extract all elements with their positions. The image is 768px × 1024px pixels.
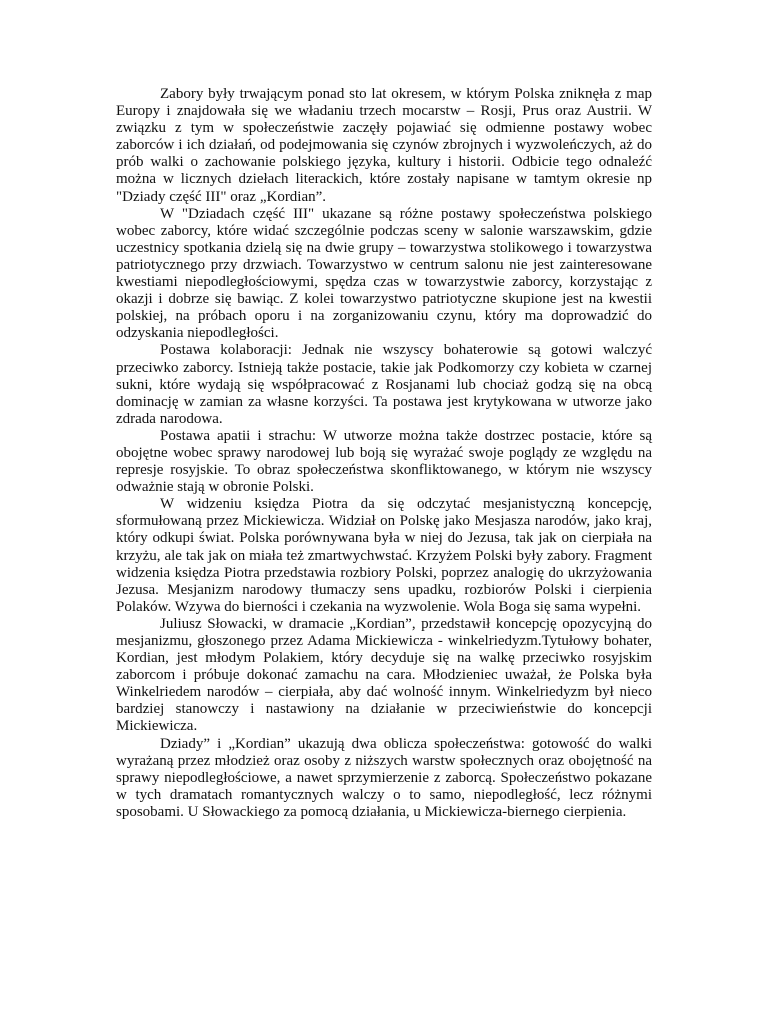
document-page xyxy=(116,86,652,821)
paragraph-conclusion: Dziady” i „Kordian” ukazują dwa oblicza społeczeństwa: gotowość do walki wyrażaną przez młodzież oraz osoby z niższych warstw społecznych oraz obojętność na sprawy niepodległościowe, a nawet sprzymierzenie z zaborcą. Społeczeństwo pokazane w tych dramatach romantycznych walczy o to samo, niepodległość, lecz różnymi sposobami. U Słowackiego za pomocą działania, u Mickiewicza-biernego cierpienia. xyxy=(116,735,652,820)
paragraph-dziady-salon: W "Dziadach część III" ukazane są różne postawy społeczeństwa polskiego wobec zaborcy, które widać szczególnie podczas sceny w salonie warszawskim, gdzie uczestnicy spotkania dzielą się na dwie grupy – towarzystwa stolikowego i towarzystwa patriotycznego przy drzwiach. Towarzystwo w centrum salonu nie jest zainteresowane kwestiami niepodległościowymi, spędza czas w towarzystwie zaborcy, korzystając z okazji i dobrze się bawiąc. Z kolei towarzystwo patriotyczne skupione jest na kwestii polskiej, na próbach oporu i na zorganizowaniu czynu, który ma doprowadzić do odzyskania niepodległości. xyxy=(116,205,652,342)
paragraph-messianism: W widzeniu księdza Piotra da się odczytać mesjanistyczną koncepcję, sformułowaną przez Mickiewicza. Widział on Polskę jako Mesjasza narodów, jako kraj, który odkupi świat. Polska porównywana była w niej do Jezusa, tak jak on cierpiała na krzyżu, ale tak jak on miała też zmartwychwstać. Krzyżem Polski były zabory. Fragment widzenia księdza Piotra przedstawia rozbiory Polski, poprzez analogię do ukrzyżowania Jezusa. Mesjanizm narodowy tłumaczy sens upadku, rozbiorów Polski i cierpienia Polaków. Wzywa do bierności i czekania na wyzwolenie. Wola Boga się sama wypełni. xyxy=(116,496,652,615)
paragraph-apathy: Postawa apatii i strachu: W utworze można także dostrzec postacie, które są obojętne wobec sprawy narodowej lub boją się wyrażać swoje poglądy ze względu na represje rosyjskie. To obraz społeczeństwa skonfliktowanego, w którym nie wszyscy odważnie stają w obronie Polski. xyxy=(116,427,652,496)
paragraph-collaboration: Postawa kolaboracji: Jednak nie wszyscy bohaterowie są gotowi walczyć przeciwko zaborcy. Istnieją także postacie, takie jak Podkomorzy czy kobieta w czarnej sukni, które wydają się współpracować z Rosjanami lub chociaż godzą się na obcą dominację w zamian za własne korzyści. Ta postawa jest krytykowana w utworze jako zdrada narodowa. xyxy=(116,342,652,427)
paragraph-intro: Zabory były trwającym ponad sto lat okresem, w którym Polska zniknęła z map Europy i znajdowała się we władaniu trzech mocarstw – Rosji, Prus oraz Austrii. W związku z tym w społeczeństwie zaczęły pojawiać się odmienne postawy wobec zaborców i ich działań, od podejmowania się czynów zbrojnych i wyzwoleńczych, aż do prób walki o zachowanie polskiego języka, kultury i historii. Odbicie tego odnaleźć można w licznych dziełach literackich, które zostały napisane w tamtym okresie np "Dziady część III" oraz „Kordian”. xyxy=(116,86,652,205)
paragraph-kordian: Juliusz Słowacki, w dramacie „Kordian”, przedstawił koncepcję opozycyjną do mesjanizmu, głoszonego przez Adama Mickiewicza - winkelriedyzm.Tytułowy bohater, Kordian, jest młodym Polakiem, który decyduje się na walkę przeciwko rosyjskim zaborcom i próbuje dokonać zamachu na cara. Młodzieniec uważał, że Polska była Winkelriedem narodów – cierpiała, aby dać wolność innym. Winkelriedyzm był nieco bardziej stanowczy i nastawiony na działanie w przeciwieństwie do koncepcji Mickiewicza. xyxy=(116,615,652,735)
